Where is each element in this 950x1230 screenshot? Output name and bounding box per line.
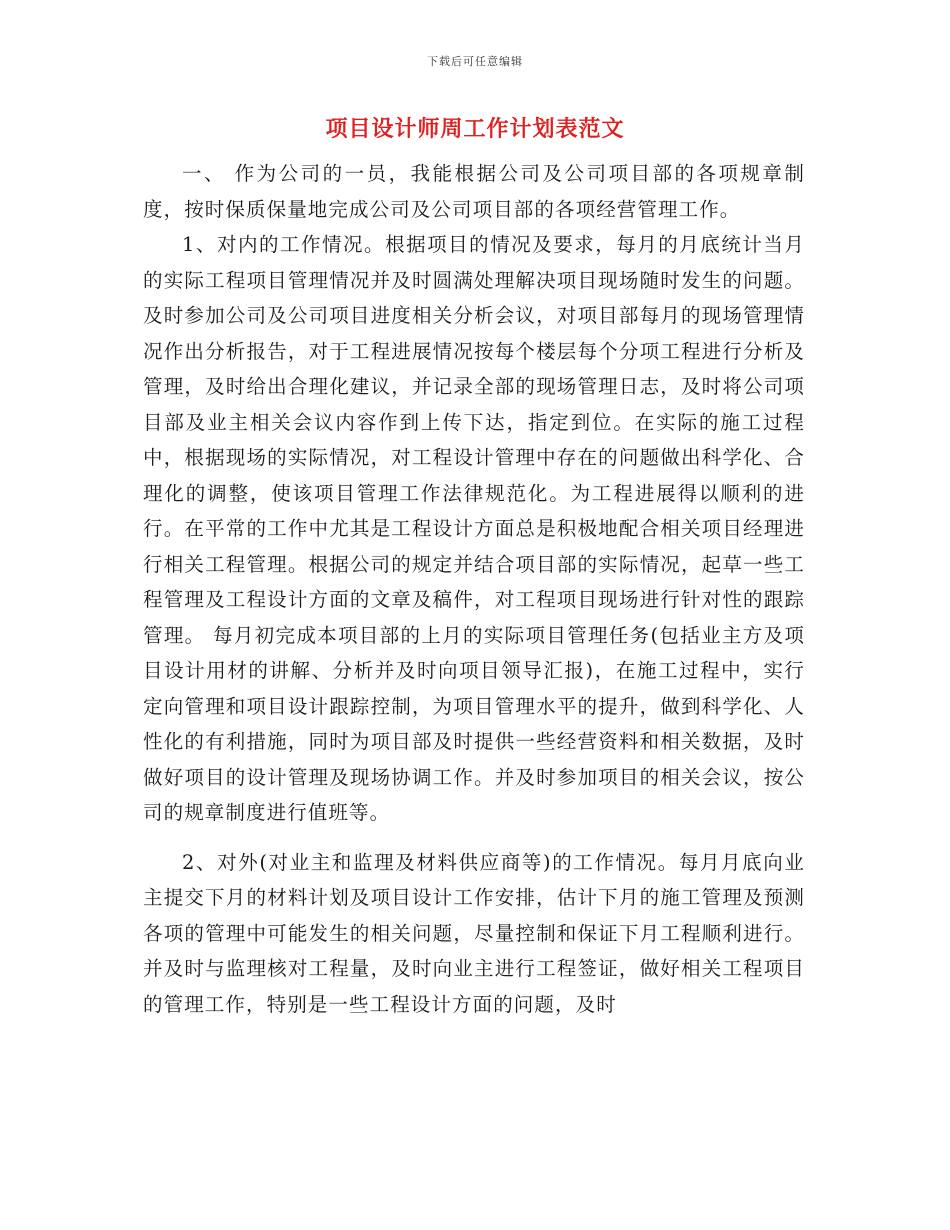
header-note: 下载后可任意编辑 <box>427 55 523 68</box>
paragraph-3: 2、对外(对业主和监理及材料供应商等)的工作情况。每月月底向业主提交下月的材料计划及项目设计工作安排，估计下月的施工管理及预测各项的管理中可能发生的相关问题，尽量控制和保证下月工程顺利进行。并及时与监理核对工程量，及时向业主进行工程签证，做好相关工程项目的管理工作，特别是一些工程设计方面的问题，及时 <box>143 850 805 1016</box>
document-body <box>143 156 805 1022</box>
paragraph-1: 一、 作为公司的一员，我能根据公司及公司项目部的各项规章制度，按时保质保量地完成公司及公司项目部的各项经营管理工作。 <box>143 162 805 221</box>
paragraph-2: 1、对内的工作情况。根据项目的情况及要求，每月的月底统计当月的实际工程项目管理情况并及时圆满处理解决项目现场随时发生的问题。及时参加公司及公司项目进度相关分析会议，对项目部每月的现场管理情况作出分析报告，对于工程进展情况按每个楼层每个分项工程进行分析及管理，及时给出合理化建议，并记录全部的现场管理日志，及时将公司项目部及业主相关会议内容作到上传下达，指定到位。在实际的施工过程中，根据现场的实际情况，对工程设计管理中存在的问题做出科学化、合理化的调整，使该项目管理工作法律规范化。为工程进展得以顺利的进行。在平常的工作中尤其是工程设计方面总是积极地配合相关项目经理进行相关工程管理。根据公司的规定并结合项目部的实际情况，起草一些工程管理及工程设计方面的文章及稿件，对工程项目现场进行针对性的跟踪管理。 每月初完成本项目部的上月的实际项目管理任务(包括业主方及项目设计用材的讲解、分析并及时向项目领导汇报)，在施工过程中，实行定向管理和项目设计跟踪控制，为项目管理水平的提升，做到科学化、人性化的有利措施，同时为项目部及时提供一些经营资料和相关数据，及时做好项目的设计管理及现场协调工作。并及时参加项目的相关会议，按公司的规章制度进行值班等。 <box>143 233 805 824</box>
document-title: 项目设计师周工作计划表范文 <box>325 116 625 142</box>
